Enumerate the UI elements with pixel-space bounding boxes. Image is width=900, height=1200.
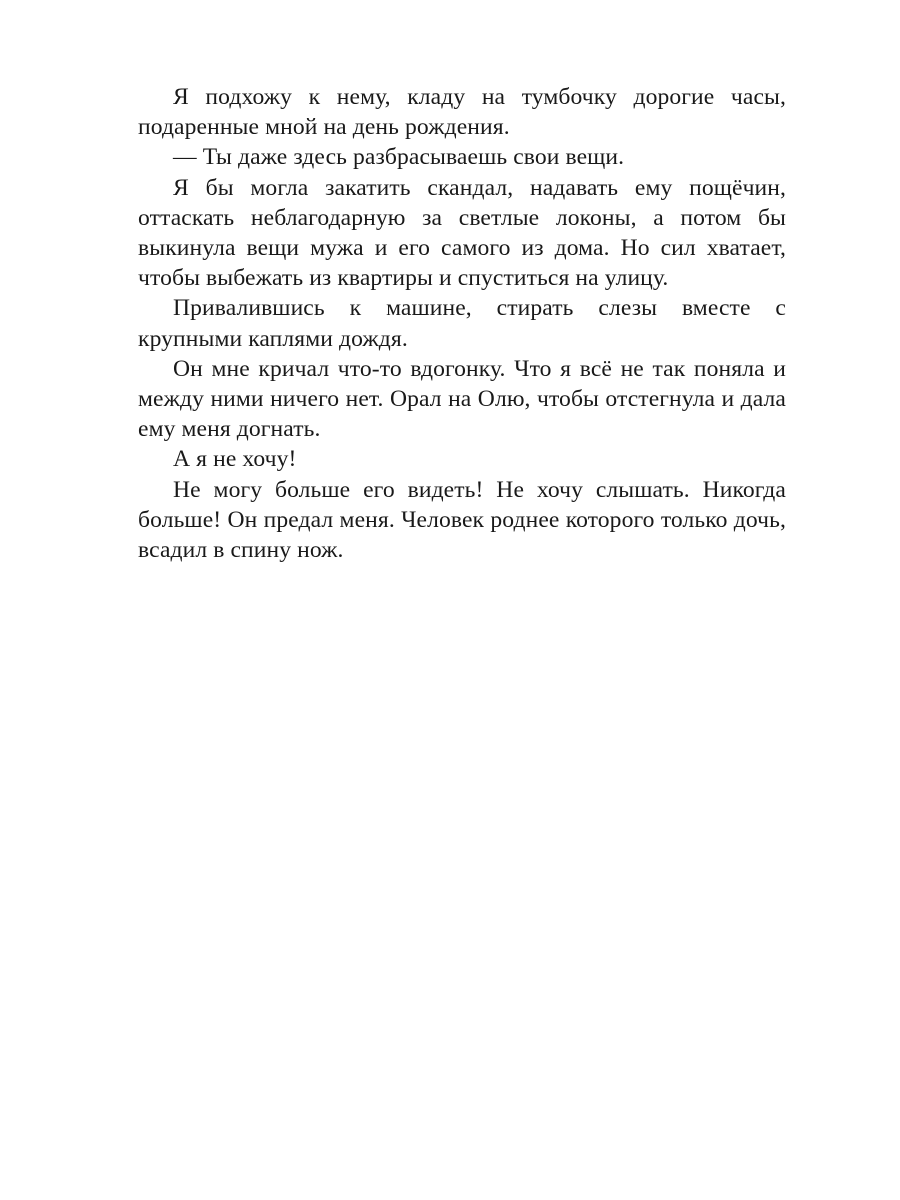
paragraph-5: Он мне кричал что-то вдогонку. Что я всё не так поняла и между ними ничего нет. Орал на Олю, чтобы отстегнула и дала ему меня догнать. xyxy=(138,355,786,443)
paragraph-2-dialogue: — Ты даже здесь разбрасываешь свои вещи. xyxy=(173,144,625,171)
paragraph-1: Я подхожу к нему, кладу на тумбочку дорогие часы, подаренные мной на день рождения. xyxy=(138,84,786,141)
paragraph-3: Я бы могла закатить скандал, надавать ему пощёчин, оттаскать неблагодарную за светлые локоны, а потом бы выкинула вещи мужа и его самого из дома. Но сил хватает, чтобы выбежать из квартиры и спуститься на улицу. xyxy=(138,174,786,292)
page-text-block xyxy=(138,82,786,565)
paragraph-4: Привалившись к машине, стирать слезы вместе с крупными каплями дождя. xyxy=(138,295,786,352)
paragraph-7: Не могу больше его видеть! Не хочу слышать. Никогда больше! Он предал меня. Человек роднее которого только дочь, всадил в спину нож. xyxy=(138,476,786,564)
paragraph-6: А я не хочу! xyxy=(173,446,297,473)
